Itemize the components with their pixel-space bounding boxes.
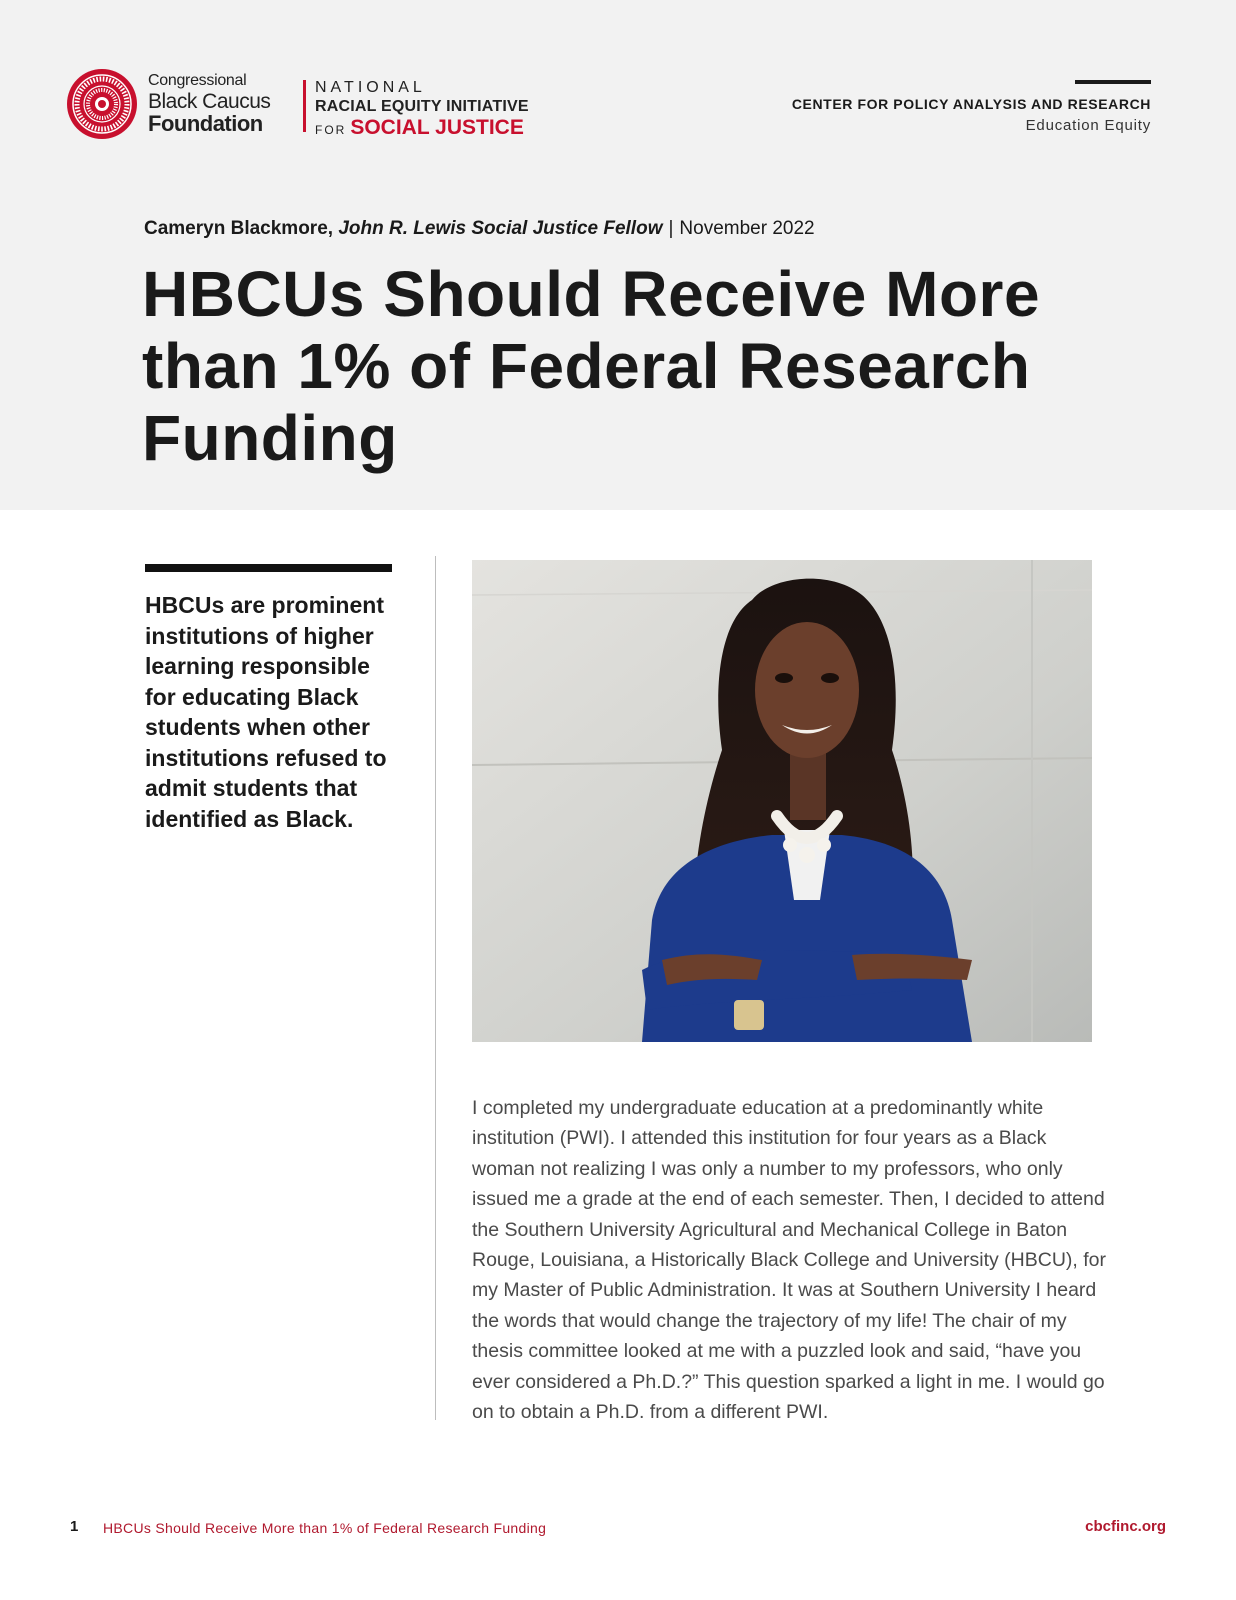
page-title: HBCUs Should Receive More than 1% of Federal Research Funding [142, 258, 1041, 474]
center-rule [1075, 80, 1151, 84]
nreij-line1: NATIONAL [315, 79, 426, 96]
nreij-line3 [315, 117, 529, 138]
footer-page-number: 1 [70, 1518, 79, 1535]
footer-doc-title: HBCUs Should Receive More than 1% of Federal Research Funding [103, 1520, 547, 1536]
nreij-line2: RACIAL EQUITY INITIATIVE [315, 98, 529, 115]
center-title: CENTER FOR POLICY ANALYSIS AND RESEARCH [791, 96, 1151, 112]
column-divider [435, 556, 436, 1420]
nreij-social-justice: SOCIAL JUSTICE [350, 116, 524, 139]
cbcf-logo[interactable] [66, 68, 270, 140]
logo-divider [303, 80, 306, 132]
pull-quote: HBCUs are prominent institutions of higher learning responsible for educating Black students when other institutions refused to admit students that identified as Black. [145, 592, 387, 832]
byline-separator: | [668, 218, 674, 239]
pull-quote-rule [145, 564, 392, 572]
byline-role: John R. Lewis Social Justice Fellow [338, 218, 663, 239]
center-label [792, 80, 1151, 134]
nreij-for: FOR [315, 123, 347, 137]
cbcf-line2: Black Caucus [148, 90, 271, 113]
author-photo [472, 560, 1092, 1042]
center-subtitle: Education Equity [1025, 117, 1151, 134]
cbcf-line3: Foundation [148, 111, 263, 136]
cbcf-wordmark [148, 73, 270, 135]
nreij-logo[interactable] [315, 80, 529, 138]
byline [144, 218, 815, 240]
footer-url-link[interactable]: cbcfinc.org [1085, 1518, 1166, 1535]
body-paragraph: I completed my undergraduate education at a predominantly white institution (PWI). I attended this institution for four years as a Black woman not realizing I was only a number to my professors, who only issued me a grade at the end of each semester. Then, I decided to attend the Southern University Agricultural and Mechanical College in Baton Rouge, Louisiana, a Historically Black College and University (HBCU), for my Master of Public Administration. It was at Southern University I heard the words that would change the trajectory of my life! The chair of my thesis committee looked at me with a puzzled look and said, “have you ever considered a Ph.D.?” This question sparked a light in me. I would go on to obtain a Ph.D. from a different PWI. [472, 1097, 1107, 1424]
cbcf-line1: Congressional [148, 72, 247, 89]
byline-author: Cameryn Blackmore, [144, 218, 334, 239]
byline-date: November 2022 [679, 218, 815, 239]
cbcf-seal-icon [66, 68, 138, 140]
